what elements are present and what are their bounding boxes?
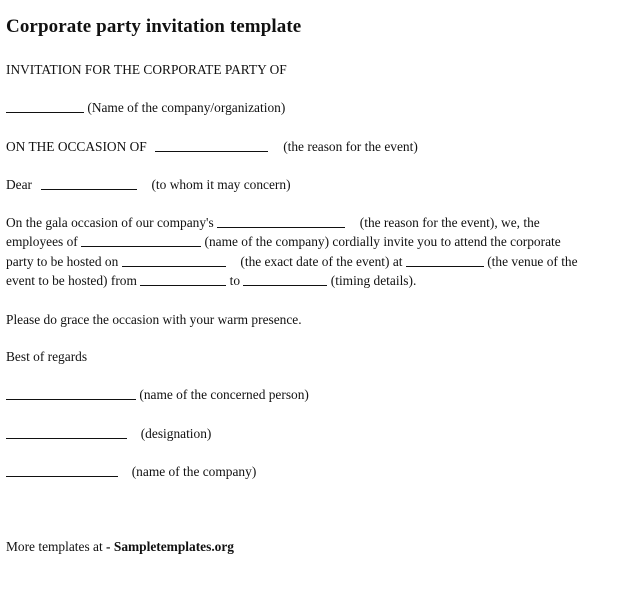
company-hint: (Name of the company/organization): [87, 100, 286, 115]
body-line-1: [6, 213, 578, 232]
body-text: party to be hosted on: [6, 253, 119, 269]
body-line-4: [6, 271, 578, 290]
footer-separator: -: [106, 539, 111, 554]
grace-line: Please do grace the occasion with your warm presence.: [6, 312, 302, 327]
dear-label: Dear: [6, 177, 33, 192]
signature-company-line: [6, 462, 256, 481]
occasion-blank: [155, 139, 268, 152]
reason-blank: [217, 215, 345, 228]
dear-blank: [41, 177, 137, 190]
body-line-2: [6, 232, 578, 251]
designation-blank: [6, 426, 127, 439]
designation-hint: (designation): [140, 426, 212, 441]
occasion-label: ON THE OCCASION OF: [6, 139, 147, 154]
occasion-line: [6, 137, 418, 156]
body-text: (name of the company) cordially invite you to attend the corporate: [204, 234, 561, 250]
employees-company-blank: [81, 234, 201, 247]
body-text: (the venue of the: [487, 253, 578, 269]
regards-line: Best of regards: [6, 349, 88, 364]
signature-designation-line: [6, 424, 211, 443]
body-text: (the reason for the event), we, the: [359, 215, 540, 230]
invitation-body: [6, 213, 578, 290]
signature-company-blank: [6, 464, 118, 477]
dear-line: [6, 175, 291, 194]
footer-prefix: More templates at: [6, 539, 103, 554]
venue-blank: [406, 254, 484, 267]
body-text: employees of: [6, 234, 78, 250]
dear-hint: (to whom it may concern): [151, 177, 291, 192]
signature-company-hint: (name of the company): [131, 464, 257, 479]
time-to-blank: [243, 273, 327, 286]
company-blank: [6, 100, 84, 113]
body-text: to: [229, 272, 241, 288]
person-blank: [6, 387, 136, 400]
person-hint: (name of the concerned person): [139, 387, 309, 402]
signature-person-line: [6, 385, 309, 404]
date-blank: [122, 254, 226, 267]
body-text: (the exact date of the event) at: [240, 253, 403, 269]
company-line: [6, 98, 285, 117]
footer: [6, 537, 234, 556]
time-from-blank: [140, 273, 226, 286]
invitation-heading: INVITATION FOR THE CORPORATE PARTY OF: [6, 62, 287, 77]
body-text: event to be hosted) from: [6, 272, 137, 288]
occasion-hint: (the reason for the event): [283, 139, 418, 154]
document-title: Corporate party invitation template: [6, 16, 302, 37]
sampletemplates-link[interactable]: Sampletemplates.org: [113, 539, 234, 554]
body-text: On the gala occasion of our company's: [6, 215, 214, 230]
body-line-3: [6, 252, 578, 271]
body-text: (timing details).: [330, 272, 417, 288]
